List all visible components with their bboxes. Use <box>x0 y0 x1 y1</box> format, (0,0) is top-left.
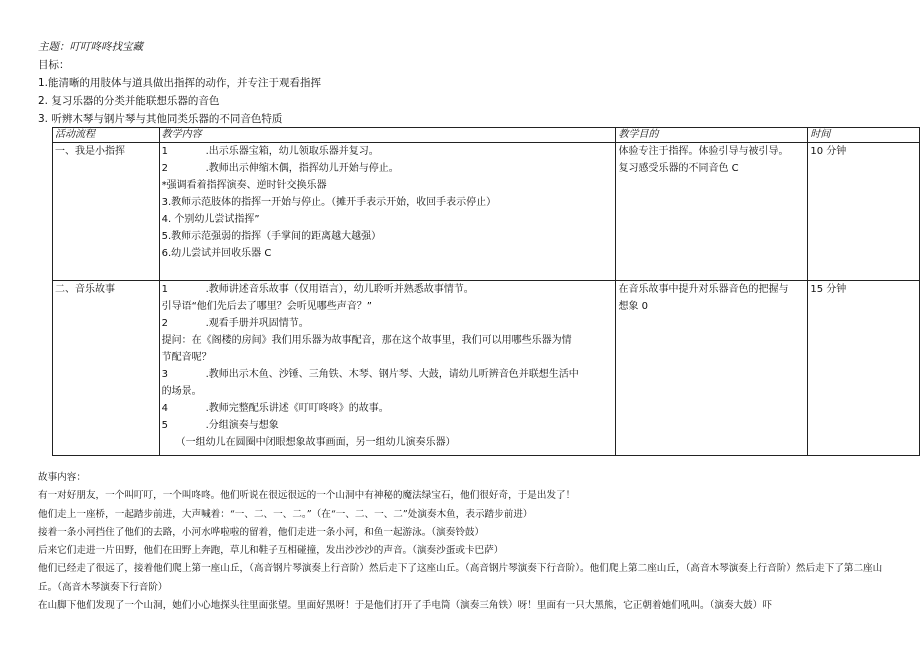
step-text: 引导语“他们先后去了哪里？会听见哪些声音？” <box>161 301 372 312</box>
table-header-row <box>53 128 920 143</box>
story-line: 有一对好朋友，一个叫叮叮，一个叫咚咚。他们听说在很远很远的一个山洞中有神秘的魔法绿宝石，他们很好奇，于是出发了！ <box>38 490 576 502</box>
step-number: 4 <box>161 403 168 414</box>
step-text: .教师讲述音乐故事（仅用语言），幼儿聆听并熟悉故事情节。 <box>205 284 474 295</box>
time-cell: 10 分钟 <box>808 143 920 281</box>
time-cell: 15 分钟 <box>808 281 920 456</box>
step-text: 5.教师示范强弱的指挥（手掌间的距离越大越强） <box>161 231 382 242</box>
story-line: 在山脚下他们发现了一个山洞，她们小心地探头往里面张望。里面好黑呀！于是他们打开了手电筒（演奏三角铁）呀！里面有一只大黑熊，它正朝着她们吼叫。（演奏大鼓）吓 <box>38 600 772 612</box>
step-number: 3 <box>161 369 168 380</box>
story-line: 接着一条小河挡住了他们的去路，小河水哗啦啦的留着，他们走进一条小河，和鱼一起游泳。（演奏铃鼓） <box>38 526 485 538</box>
header-purpose: 教学目的 <box>616 128 808 143</box>
purpose-cell <box>616 281 808 456</box>
lesson-plan-table <box>52 127 920 456</box>
content-cell <box>159 143 616 281</box>
header-content: 教学内容 <box>159 128 616 143</box>
process-cell: 一、我是小指挥 <box>53 143 160 281</box>
truncated-step-text: （一组幼儿在圆圈中闭眼想象故事画面，另一组幼儿演奏乐器） <box>175 437 456 448</box>
header-time: 时间 <box>808 128 920 143</box>
goal-item: 1.能清晰的用肢体与道具做出指挥的动作，并专注于观看指挥 <box>38 77 322 89</box>
step-text: .教师出示伸缩木偶，指挥幼儿开始与停止。 <box>205 163 399 174</box>
table-row <box>53 281 920 456</box>
page-title: 主题：叮叮咚咚找宝藏 <box>38 41 143 53</box>
step-text: 节配音呢？ <box>161 352 212 363</box>
step-text: *强调看着指挥演奏、逆时针交换乐器 <box>161 180 327 191</box>
story-section <box>38 469 883 615</box>
purpose-line: 复习感受乐器的不同音色 C <box>618 163 739 174</box>
step-number: 5 <box>161 420 168 431</box>
step-text: 3.教师示范肢体的指挥一开始与停止。（摊开手表示开始，收回手表示停止） <box>161 197 497 208</box>
step-number: 1 <box>161 146 168 157</box>
step-text: .观看手册并巩固情节。 <box>205 318 309 329</box>
purpose-line: 体验专注于指挥。体验引导与被引导。 <box>618 146 789 157</box>
step-text: 提问：在《阁楼的房间》我们用乐器为故事配音，那在这个故事里，我们可以用哪些乐器为情 <box>161 335 572 346</box>
purpose-line: 想象 0 <box>618 301 649 312</box>
step-number: 2 <box>161 318 168 329</box>
step-number: 2 <box>161 163 168 174</box>
table-row <box>53 143 920 281</box>
step-text: .教师出示木鱼、沙锤、三角铁、木琴、钢片琴、大鼓，请幼儿听辨音色并联想生活中 <box>205 369 579 380</box>
step-text: .教师完整配乐讲述《叮叮咚咚》的故事。 <box>205 403 389 414</box>
purpose-line: 在音乐故事中提升对乐器音色的把握与 <box>618 284 789 295</box>
purpose-cell <box>616 143 808 281</box>
step-text: .分组演奏与想象 <box>205 420 279 431</box>
story-label: 故事内容： <box>38 472 86 483</box>
goals-label: 目标： <box>38 59 70 71</box>
step-number: 1 <box>161 284 168 295</box>
story-line: 后来它们走进一片田野，他们在田野上奔跑，草儿和鞋子互相碰撞，发出沙沙沙的声音。（演奏沙蛋或卡巴萨） <box>38 545 504 557</box>
process-cell: 二、音乐故事 <box>53 281 160 456</box>
step-text: 6.幼儿尝试并回收乐器 C <box>161 248 272 259</box>
content-cell <box>159 281 616 456</box>
header-process: 活动流程 <box>53 128 160 143</box>
step-text: .出示乐器宝箱，幼儿领取乐器并复习。 <box>205 146 379 157</box>
step-text: 的场景。 <box>161 386 202 397</box>
story-line: 他们已经走了很远了，接着他们爬上第一座山丘，（高音钢片琴演奏上行音阶）然后走下了这座山丘。（高音钢片琴演奏下行音阶）。他们爬上第二座山丘，（高音木琴演奏上行音阶）然后走下了第二座山丘。（高音木琴演奏下行音阶） <box>38 563 883 593</box>
goal-item: 3. 听辨木琴与钢片琴与其他同类乐器的不同音色特质 <box>38 113 283 125</box>
goal-item: 2. 复习乐器的分类并能联想乐器的音色 <box>38 95 220 107</box>
story-line: 他们走上一座桥，一起踏步前进，大声喊着：“一、二、一、二。”（在“一、二、一、二”处演奏木鱼，表示踏步前进） <box>38 508 533 520</box>
page-header <box>38 38 883 128</box>
step-text: 4. 个别幼儿尝试指挥” <box>161 214 260 225</box>
